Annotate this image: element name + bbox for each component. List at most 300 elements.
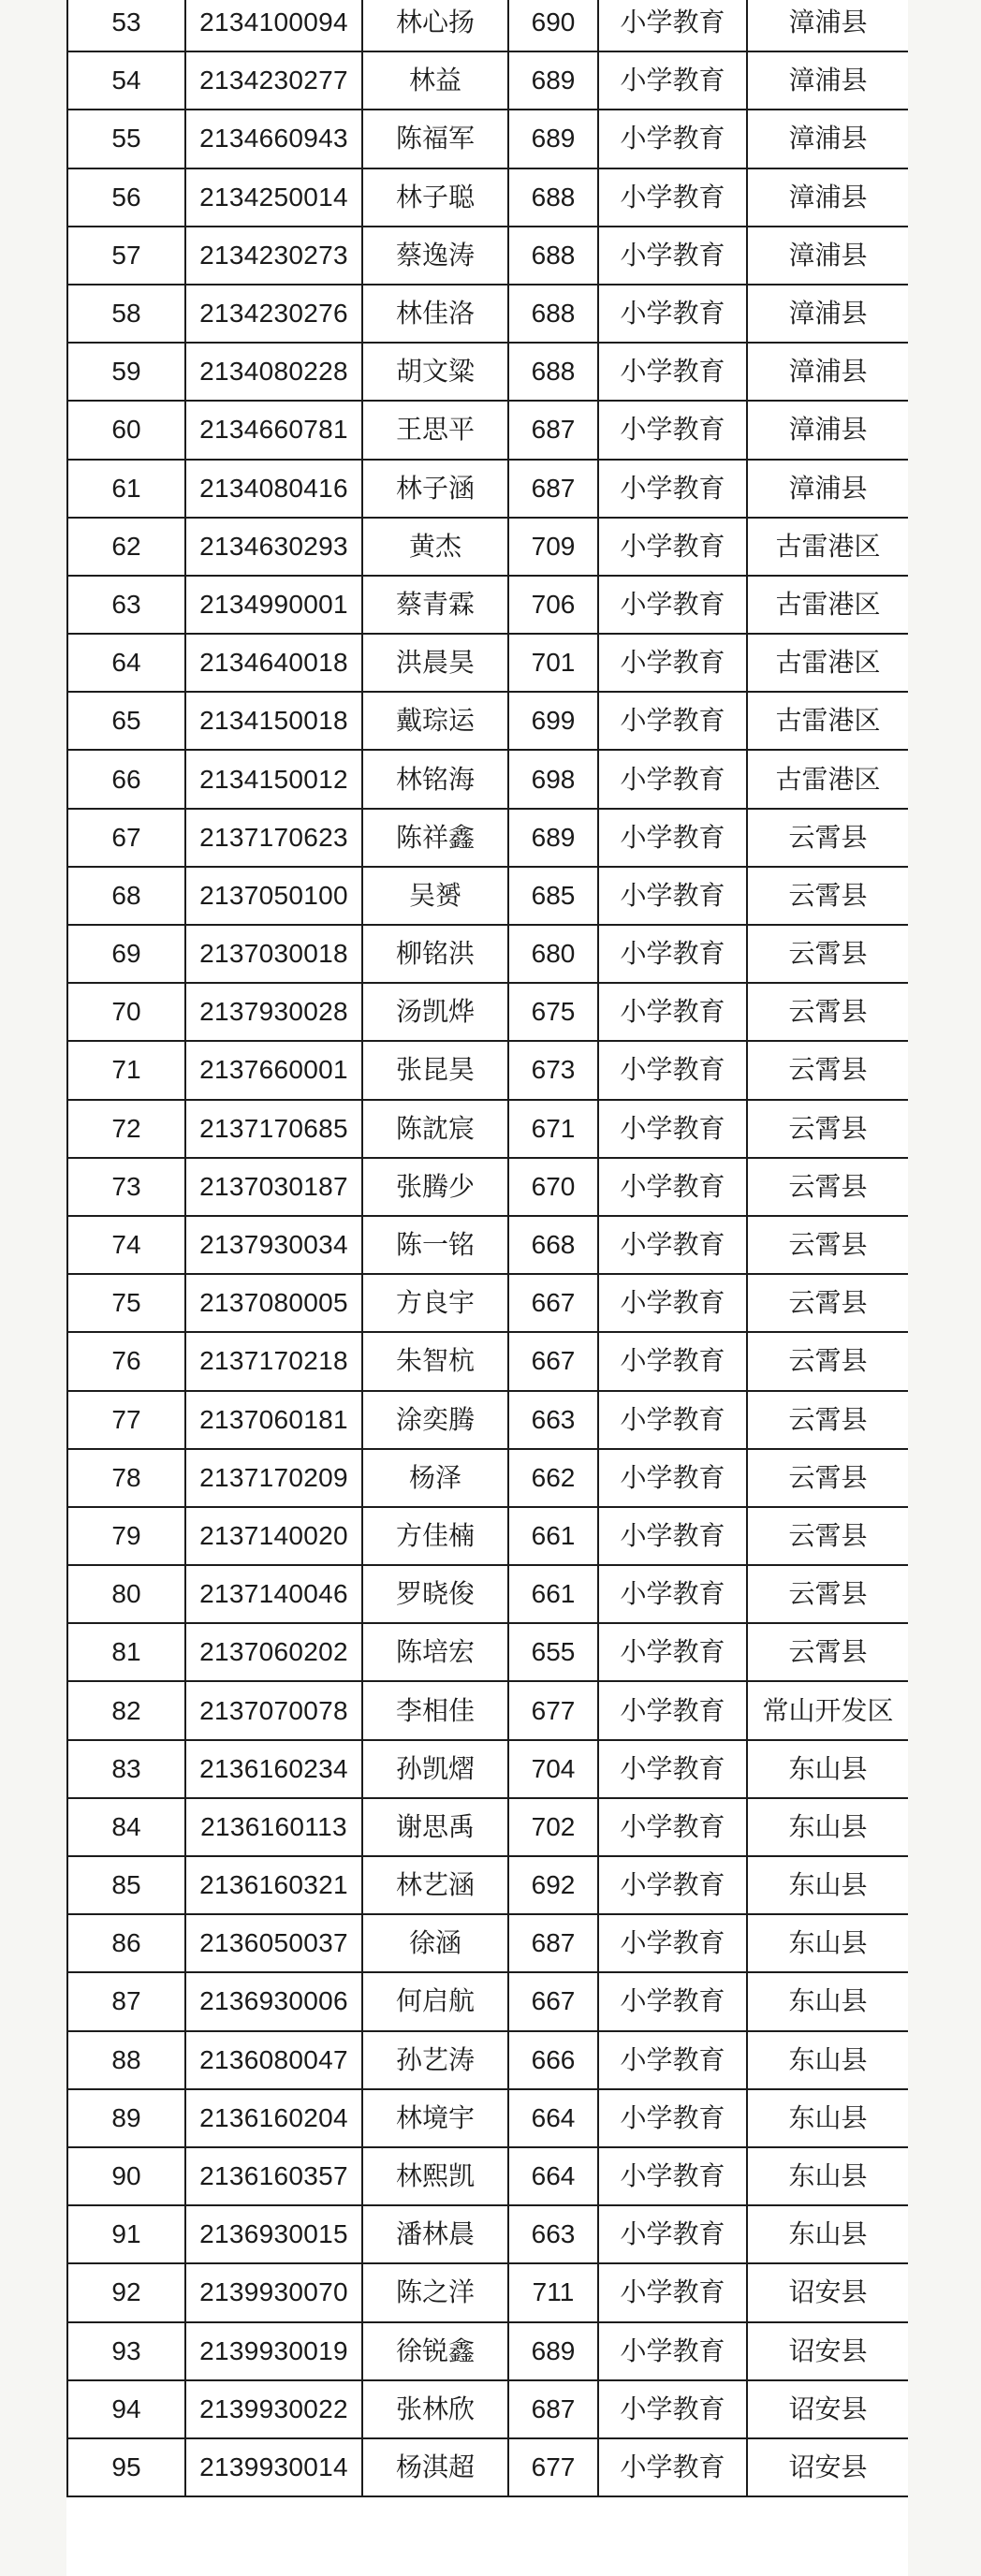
row-number-cell: 94 — [67, 2380, 185, 2438]
subject-cell: 小学教育 — [598, 2380, 747, 2438]
subject-cell: 小学教育 — [598, 1565, 747, 1623]
score-cell: 667 — [508, 1972, 598, 2030]
row-number-cell: 71 — [67, 1041, 185, 1099]
student-name-cell: 张林欣 — [362, 2380, 508, 2438]
subject-cell: 小学教育 — [598, 2089, 747, 2147]
table-row — [67, 925, 908, 983]
student-name-cell: 林子涵 — [362, 460, 508, 518]
candidate-id-cell: 2139930019 — [185, 2322, 362, 2380]
table-row — [67, 1507, 908, 1565]
table-row — [67, 1798, 908, 1856]
student-name-cell: 徐涵 — [362, 1914, 508, 1972]
subject-cell: 小学教育 — [598, 1391, 747, 1449]
student-name-cell: 洪晨昊 — [362, 634, 508, 692]
candidate-id-cell: 2136160321 — [185, 1856, 362, 1914]
table-row — [67, 1041, 908, 1099]
row-number-cell: 87 — [67, 1972, 185, 2030]
table-row — [67, 1914, 908, 1972]
table-row — [67, 2263, 908, 2321]
district-cell: 漳浦县 — [747, 227, 908, 285]
row-number-cell: 62 — [67, 518, 185, 576]
student-name-cell: 蔡青霖 — [362, 576, 508, 634]
subject-cell: 小学教育 — [598, 1681, 747, 1739]
subject-cell: 小学教育 — [598, 0, 747, 51]
student-name-cell: 谢思禹 — [362, 1798, 508, 1856]
student-name-cell: 林铭海 — [362, 750, 508, 808]
district-cell: 东山县 — [747, 2205, 908, 2263]
subject-cell: 小学教育 — [598, 2031, 747, 2089]
subject-cell: 小学教育 — [598, 401, 747, 459]
score-cell: 688 — [508, 227, 598, 285]
table-row — [67, 285, 908, 343]
score-cell: 704 — [508, 1740, 598, 1798]
subject-cell: 小学教育 — [598, 1972, 747, 2030]
table-row — [67, 1158, 908, 1216]
district-cell: 古雷港区 — [747, 576, 908, 634]
candidate-id-cell: 2134250014 — [185, 168, 362, 227]
subject-cell: 小学教育 — [598, 576, 747, 634]
subject-cell: 小学教育 — [598, 2147, 747, 2205]
table-row — [67, 1216, 908, 1274]
subject-cell: 小学教育 — [598, 634, 747, 692]
district-cell: 云霄县 — [747, 809, 908, 867]
subject-cell: 小学教育 — [598, 1914, 747, 1972]
candidate-id-cell: 2136160357 — [185, 2147, 362, 2205]
student-name-cell: 何启航 — [362, 1972, 508, 2030]
table-row — [67, 343, 908, 401]
district-cell: 漳浦县 — [747, 343, 908, 401]
student-name-cell: 方佳楠 — [362, 1507, 508, 1565]
student-name-cell: 李相佳 — [362, 1681, 508, 1739]
candidate-id-cell: 2137170623 — [185, 809, 362, 867]
district-cell: 东山县 — [747, 1972, 908, 2030]
district-cell: 古雷港区 — [747, 634, 908, 692]
row-number-cell: 57 — [67, 227, 185, 285]
candidate-id-cell: 2137140046 — [185, 1565, 362, 1623]
candidate-id-cell: 2137030187 — [185, 1158, 362, 1216]
score-cell: 687 — [508, 401, 598, 459]
subject-cell: 小学教育 — [598, 1798, 747, 1856]
subject-cell: 小学教育 — [598, 1856, 747, 1914]
row-number-cell: 70 — [67, 983, 185, 1041]
row-number-cell: 82 — [67, 1681, 185, 1739]
candidate-id-cell: 2136160204 — [185, 2089, 362, 2147]
row-number-cell: 59 — [67, 343, 185, 401]
row-number-cell: 81 — [67, 1623, 185, 1681]
score-cell: 701 — [508, 634, 598, 692]
student-name-cell: 孙艺涛 — [362, 2031, 508, 2089]
row-number-cell: 95 — [67, 2438, 185, 2496]
candidate-id-cell: 2134660943 — [185, 110, 362, 168]
table-row — [67, 634, 908, 692]
row-number-cell: 64 — [67, 634, 185, 692]
row-number-cell: 93 — [67, 2322, 185, 2380]
student-name-cell: 陈祥鑫 — [362, 809, 508, 867]
score-cell: 667 — [508, 1332, 598, 1390]
student-name-cell: 王思平 — [362, 401, 508, 459]
row-number-cell: 75 — [67, 1274, 185, 1332]
district-cell: 古雷港区 — [747, 692, 908, 750]
subject-cell: 小学教育 — [598, 692, 747, 750]
district-cell: 东山县 — [747, 2031, 908, 2089]
candidate-id-cell: 2134100094 — [185, 0, 362, 51]
district-cell: 云霄县 — [747, 1158, 908, 1216]
candidate-id-cell: 2137170218 — [185, 1332, 362, 1390]
score-cell: 689 — [508, 51, 598, 110]
score-cell: 688 — [508, 168, 598, 227]
row-number-cell: 58 — [67, 285, 185, 343]
score-cell: 664 — [508, 2089, 598, 2147]
table-row — [67, 1972, 908, 2030]
subject-cell: 小学教育 — [598, 1449, 747, 1507]
score-cell: 673 — [508, 1041, 598, 1099]
table-row — [67, 1681, 908, 1739]
score-cell: 690 — [508, 0, 598, 51]
table-row — [67, 1274, 908, 1332]
district-cell: 漳浦县 — [747, 460, 908, 518]
subject-cell: 小学教育 — [598, 2438, 747, 2496]
subject-cell: 小学教育 — [598, 1041, 747, 1099]
subject-cell: 小学教育 — [598, 343, 747, 401]
district-cell: 东山县 — [747, 1856, 908, 1914]
district-cell: 诏安县 — [747, 2380, 908, 2438]
table-row — [67, 1391, 908, 1449]
results-table-body — [67, 0, 908, 2496]
candidate-id-cell: 2136930015 — [185, 2205, 362, 2263]
student-name-cell: 林益 — [362, 51, 508, 110]
score-cell: 689 — [508, 2322, 598, 2380]
student-name-cell: 陈培宏 — [362, 1623, 508, 1681]
candidate-id-cell: 2134660781 — [185, 401, 362, 459]
table-row — [67, 460, 908, 518]
row-number-cell: 83 — [67, 1740, 185, 1798]
score-cell: 687 — [508, 2380, 598, 2438]
score-cell: 688 — [508, 343, 598, 401]
subject-cell: 小学教育 — [598, 2263, 747, 2321]
district-cell: 云霄县 — [747, 1391, 908, 1449]
row-number-cell: 73 — [67, 1158, 185, 1216]
candidate-id-cell: 2137170209 — [185, 1449, 362, 1507]
district-cell: 漳浦县 — [747, 285, 908, 343]
row-number-cell: 53 — [67, 0, 185, 51]
subject-cell: 小学教育 — [598, 1623, 747, 1681]
student-name-cell: 孙凯熠 — [362, 1740, 508, 1798]
score-cell: 688 — [508, 285, 598, 343]
candidate-id-cell: 2134630293 — [185, 518, 362, 576]
student-name-cell: 林艺涵 — [362, 1856, 508, 1914]
district-cell: 云霄县 — [747, 925, 908, 983]
row-number-cell: 65 — [67, 692, 185, 750]
table-row — [67, 0, 908, 51]
score-cell: 675 — [508, 983, 598, 1041]
district-cell: 云霄县 — [747, 1332, 908, 1390]
candidate-id-cell: 2137060202 — [185, 1623, 362, 1681]
row-number-cell: 61 — [67, 460, 185, 518]
district-cell: 云霄县 — [747, 1623, 908, 1681]
candidate-id-cell: 2136160234 — [185, 1740, 362, 1798]
table-row — [67, 809, 908, 867]
subject-cell: 小学教育 — [598, 750, 747, 808]
subject-cell: 小学教育 — [598, 227, 747, 285]
score-cell: 668 — [508, 1216, 598, 1274]
subject-cell: 小学教育 — [598, 285, 747, 343]
student-name-cell: 陈訦宸 — [362, 1100, 508, 1158]
candidate-id-cell: 2137060181 — [185, 1391, 362, 1449]
district-cell: 云霄县 — [747, 1100, 908, 1158]
table-row — [67, 2089, 908, 2147]
row-number-cell: 76 — [67, 1332, 185, 1390]
table-row — [67, 2205, 908, 2263]
candidate-id-cell: 2137050100 — [185, 867, 362, 925]
table-row — [67, 1332, 908, 1390]
subject-cell: 小学教育 — [598, 2205, 747, 2263]
row-number-cell: 69 — [67, 925, 185, 983]
district-cell: 漳浦县 — [747, 168, 908, 227]
row-number-cell: 84 — [67, 1798, 185, 1856]
row-number-cell: 92 — [67, 2263, 185, 2321]
table-row — [67, 110, 908, 168]
score-cell: 698 — [508, 750, 598, 808]
subject-cell: 小学教育 — [598, 983, 747, 1041]
student-name-cell: 柳铭洪 — [362, 925, 508, 983]
district-cell: 云霄县 — [747, 1216, 908, 1274]
candidate-id-cell: 2134230277 — [185, 51, 362, 110]
candidate-id-cell: 2136050037 — [185, 1914, 362, 1972]
score-cell: 685 — [508, 867, 598, 925]
row-number-cell: 79 — [67, 1507, 185, 1565]
district-cell: 漳浦县 — [747, 51, 908, 110]
table-row — [67, 2147, 908, 2205]
table-row — [67, 576, 908, 634]
subject-cell: 小学教育 — [598, 867, 747, 925]
subject-cell: 小学教育 — [598, 518, 747, 576]
table-row — [67, 1856, 908, 1914]
candidate-id-cell: 2136930006 — [185, 1972, 362, 2030]
candidate-id-cell: 2136160113 — [185, 1798, 362, 1856]
candidate-id-cell: 2134640018 — [185, 634, 362, 692]
score-cell: 689 — [508, 809, 598, 867]
row-number-cell: 90 — [67, 2147, 185, 2205]
candidate-id-cell: 2139930014 — [185, 2438, 362, 2496]
row-number-cell: 72 — [67, 1100, 185, 1158]
row-number-cell: 74 — [67, 1216, 185, 1274]
table-row — [67, 2031, 908, 2089]
subject-cell: 小学教育 — [598, 809, 747, 867]
score-cell: 663 — [508, 1391, 598, 1449]
row-number-cell: 63 — [67, 576, 185, 634]
table-row — [67, 2380, 908, 2438]
subject-cell: 小学教育 — [598, 1740, 747, 1798]
score-cell: 664 — [508, 2147, 598, 2205]
candidate-id-cell: 2137660001 — [185, 1041, 362, 1099]
district-cell: 漳浦县 — [747, 110, 908, 168]
score-cell: 702 — [508, 1798, 598, 1856]
student-name-cell: 林佳洛 — [362, 285, 508, 343]
table-row — [67, 2322, 908, 2380]
row-number-cell: 54 — [67, 51, 185, 110]
student-name-cell: 林熙凯 — [362, 2147, 508, 2205]
student-name-cell: 林子聪 — [362, 168, 508, 227]
candidate-id-cell: 2137070078 — [185, 1681, 362, 1739]
student-name-cell: 蔡逸涛 — [362, 227, 508, 285]
student-name-cell: 徐锐鑫 — [362, 2322, 508, 2380]
table-row — [67, 168, 908, 227]
district-cell: 云霄县 — [747, 1274, 908, 1332]
student-name-cell: 陈之洋 — [362, 2263, 508, 2321]
table-row — [67, 1623, 908, 1681]
candidate-id-cell: 2139930022 — [185, 2380, 362, 2438]
candidate-id-cell: 2139930070 — [185, 2263, 362, 2321]
subject-cell: 小学教育 — [598, 2322, 747, 2380]
district-cell: 诏安县 — [747, 2438, 908, 2496]
district-cell: 漳浦县 — [747, 0, 908, 51]
results-table — [66, 0, 908, 2497]
student-name-cell: 张昆昊 — [362, 1041, 508, 1099]
candidate-id-cell: 2137080005 — [185, 1274, 362, 1332]
subject-cell: 小学教育 — [598, 1332, 747, 1390]
candidate-id-cell: 2134230276 — [185, 285, 362, 343]
score-cell: 666 — [508, 2031, 598, 2089]
district-cell: 东山县 — [747, 1740, 908, 1798]
table-row — [67, 1565, 908, 1623]
student-name-cell: 戴琮运 — [362, 692, 508, 750]
district-cell: 东山县 — [747, 1914, 908, 1972]
score-cell: 661 — [508, 1565, 598, 1623]
student-name-cell: 胡文粱 — [362, 343, 508, 401]
score-cell: 687 — [508, 460, 598, 518]
row-number-cell: 56 — [67, 168, 185, 227]
table-row — [67, 1100, 908, 1158]
district-cell: 云霄县 — [747, 1041, 908, 1099]
student-name-cell: 潘林晨 — [362, 2205, 508, 2263]
candidate-id-cell: 2134230273 — [185, 227, 362, 285]
candidate-id-cell: 2137030018 — [185, 925, 362, 983]
candidate-id-cell: 2137140020 — [185, 1507, 362, 1565]
district-cell: 云霄县 — [747, 1449, 908, 1507]
district-cell: 东山县 — [747, 2147, 908, 2205]
candidate-id-cell: 2136080047 — [185, 2031, 362, 2089]
district-cell: 漳浦县 — [747, 401, 908, 459]
score-cell: 663 — [508, 2205, 598, 2263]
district-cell: 云霄县 — [747, 983, 908, 1041]
row-number-cell: 60 — [67, 401, 185, 459]
table-row — [67, 867, 908, 925]
candidate-id-cell: 2134150012 — [185, 750, 362, 808]
table-row — [67, 2438, 908, 2496]
score-cell: 706 — [508, 576, 598, 634]
score-cell: 711 — [508, 2263, 598, 2321]
row-number-cell: 85 — [67, 1856, 185, 1914]
results-sheet — [66, 0, 908, 2576]
candidate-id-cell: 2137170685 — [185, 1100, 362, 1158]
subject-cell: 小学教育 — [598, 925, 747, 983]
table-row — [67, 401, 908, 459]
score-cell: 667 — [508, 1274, 598, 1332]
subject-cell: 小学教育 — [598, 1158, 747, 1216]
district-cell: 诏安县 — [747, 2263, 908, 2321]
row-number-cell: 86 — [67, 1914, 185, 1972]
score-cell: 699 — [508, 692, 598, 750]
score-cell: 661 — [508, 1507, 598, 1565]
student-name-cell: 罗晓俊 — [362, 1565, 508, 1623]
student-name-cell: 涂奕腾 — [362, 1391, 508, 1449]
subject-cell: 小学教育 — [598, 51, 747, 110]
row-number-cell: 67 — [67, 809, 185, 867]
district-cell: 东山县 — [747, 1798, 908, 1856]
row-number-cell: 55 — [67, 110, 185, 168]
candidate-id-cell: 2137930028 — [185, 983, 362, 1041]
student-name-cell: 林境宇 — [362, 2089, 508, 2147]
student-name-cell: 朱智杭 — [362, 1332, 508, 1390]
table-row — [67, 227, 908, 285]
subject-cell: 小学教育 — [598, 1100, 747, 1158]
score-cell: 671 — [508, 1100, 598, 1158]
row-number-cell: 80 — [67, 1565, 185, 1623]
subject-cell: 小学教育 — [598, 1274, 747, 1332]
row-number-cell: 68 — [67, 867, 185, 925]
district-cell: 古雷港区 — [747, 518, 908, 576]
score-cell: 687 — [508, 1914, 598, 1972]
score-cell: 689 — [508, 110, 598, 168]
candidate-id-cell: 2137930034 — [185, 1216, 362, 1274]
district-cell: 云霄县 — [747, 867, 908, 925]
candidate-id-cell: 2134080228 — [185, 343, 362, 401]
student-name-cell: 陈福军 — [362, 110, 508, 168]
student-name-cell: 张腾少 — [362, 1158, 508, 1216]
subject-cell: 小学教育 — [598, 1507, 747, 1565]
row-number-cell: 66 — [67, 750, 185, 808]
student-name-cell: 方良宇 — [362, 1274, 508, 1332]
subject-cell: 小学教育 — [598, 1216, 747, 1274]
subject-cell: 小学教育 — [598, 168, 747, 227]
district-cell: 古雷港区 — [747, 750, 908, 808]
score-cell: 677 — [508, 1681, 598, 1739]
district-cell: 云霄县 — [747, 1507, 908, 1565]
student-name-cell: 黄杰 — [362, 518, 508, 576]
score-cell: 655 — [508, 1623, 598, 1681]
table-row — [67, 1740, 908, 1798]
row-number-cell: 78 — [67, 1449, 185, 1507]
district-cell: 诏安县 — [747, 2322, 908, 2380]
candidate-id-cell: 2134080416 — [185, 460, 362, 518]
subject-cell: 小学教育 — [598, 110, 747, 168]
row-number-cell: 91 — [67, 2205, 185, 2263]
score-cell: 680 — [508, 925, 598, 983]
candidate-id-cell: 2134990001 — [185, 576, 362, 634]
score-cell: 709 — [508, 518, 598, 576]
table-row — [67, 692, 908, 750]
score-cell: 677 — [508, 2438, 598, 2496]
score-cell: 670 — [508, 1158, 598, 1216]
row-number-cell: 88 — [67, 2031, 185, 2089]
table-row — [67, 518, 908, 576]
row-number-cell: 89 — [67, 2089, 185, 2147]
table-row — [67, 1449, 908, 1507]
subject-cell: 小学教育 — [598, 460, 747, 518]
student-name-cell: 林心扬 — [362, 0, 508, 51]
table-row — [67, 51, 908, 110]
student-name-cell: 杨泽 — [362, 1449, 508, 1507]
student-name-cell: 陈一铭 — [362, 1216, 508, 1274]
table-row — [67, 750, 908, 808]
student-name-cell: 杨淇超 — [362, 2438, 508, 2496]
district-cell: 东山县 — [747, 2089, 908, 2147]
row-number-cell: 77 — [67, 1391, 185, 1449]
district-cell: 云霄县 — [747, 1565, 908, 1623]
student-name-cell: 汤凯烨 — [362, 983, 508, 1041]
score-cell: 692 — [508, 1856, 598, 1914]
table-row — [67, 983, 908, 1041]
